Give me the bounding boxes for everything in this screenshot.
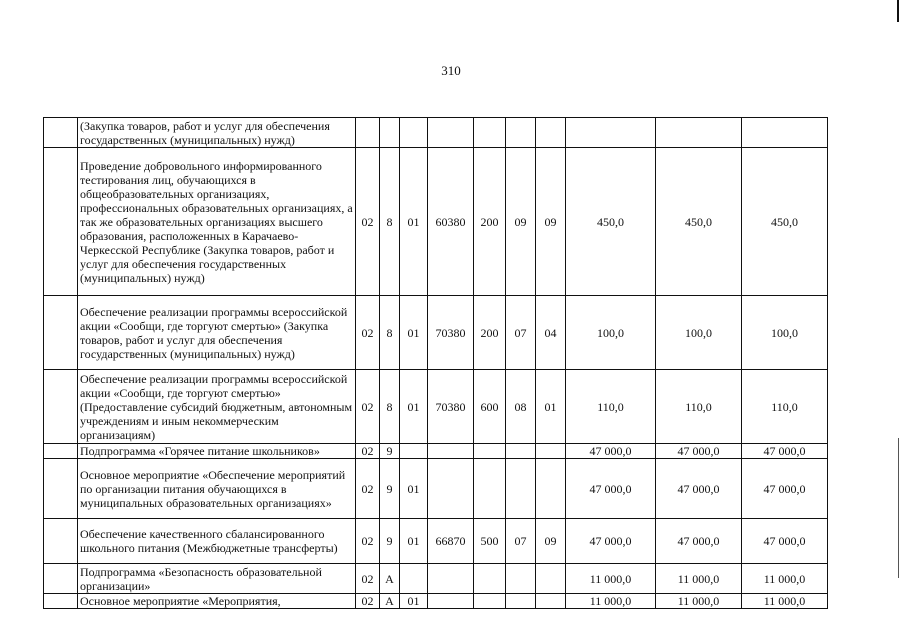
amount-year-2: 47 000,0: [656, 519, 742, 564]
amount-year-1: 450,0: [566, 148, 656, 296]
code-subprogram: 9: [380, 444, 400, 459]
code-subsection: [536, 564, 566, 594]
code-subsection: [536, 118, 566, 148]
code-subprogram: 8: [380, 370, 400, 444]
amount-year-1: [566, 118, 656, 148]
amount-year-1: 47 000,0: [566, 519, 656, 564]
scan-edge-mark-top: [897, 0, 899, 22]
blank-cell: [44, 148, 78, 296]
amount-year-1: 11 000,0: [566, 594, 656, 609]
amount-year-1: 110,0: [566, 370, 656, 444]
code-program: 02: [356, 459, 380, 519]
code-expense-type: 200: [474, 148, 506, 296]
code-direction: [428, 444, 474, 459]
code-activity: 01: [400, 594, 428, 609]
item-name: Обеспечение реализации программы всероссийской акции «Сообщи, где торгуют смертью» (Закупка товаров, работ и услуг для обеспечения государственных (муниципальных) нужд): [78, 296, 356, 370]
blank-cell: [44, 370, 78, 444]
code-expense-type: [474, 444, 506, 459]
table-body: [44, 118, 828, 609]
code-subprogram: [380, 118, 400, 148]
table-row: [44, 459, 828, 519]
code-subsection: [536, 594, 566, 609]
code-expense-type: [474, 564, 506, 594]
table-row: [44, 444, 828, 459]
code-section: 08: [506, 370, 536, 444]
code-section: [506, 459, 536, 519]
code-expense-type: [474, 118, 506, 148]
item-name: Подпрограмма «Безопасность образовательной организации»: [78, 564, 356, 594]
table-row: [44, 370, 828, 444]
amount-year-3: 47 000,0: [742, 444, 828, 459]
code-program: 02: [356, 564, 380, 594]
blank-cell: [44, 594, 78, 609]
code-subprogram: 8: [380, 148, 400, 296]
code-section: 07: [506, 519, 536, 564]
page-number: 310: [441, 63, 461, 78]
item-name: Проведение добровольного информированного тестирования лиц, обучающихся в общеобразовательных организациях, профессиональных образовательных организациях, а так же образовательных организациях высшего образования, расположенных в Карачаево-Черкесской Республике (Закупка товаров, работ и услуг для обеспечения государственных (муниципальных) нужд): [78, 148, 356, 296]
code-subprogram: А: [380, 564, 400, 594]
amount-year-3: 11 000,0: [742, 594, 828, 609]
amount-year-3: 110,0: [742, 370, 828, 444]
code-direction: [428, 564, 474, 594]
amount-year-2: 47 000,0: [656, 459, 742, 519]
code-section: [506, 594, 536, 609]
blank-cell: [44, 564, 78, 594]
item-name: Обеспечение качественного сбалансированного школьного питания (Межбюджетные трансферты): [78, 519, 356, 564]
amount-year-1: 100,0: [566, 296, 656, 370]
scan-edge-mark-bottom: [898, 438, 899, 578]
table-row: [44, 594, 828, 609]
code-subprogram: А: [380, 594, 400, 609]
amount-year-2: 11 000,0: [656, 594, 742, 609]
code-subsection: 01: [536, 370, 566, 444]
code-activity: 01: [400, 519, 428, 564]
item-name: Подпрограмма «Горячее питание школьников»: [78, 444, 356, 459]
code-subprogram: 9: [380, 459, 400, 519]
code-expense-type: 600: [474, 370, 506, 444]
amount-year-2: [656, 118, 742, 148]
amount-year-3: 450,0: [742, 148, 828, 296]
table-row: [44, 118, 828, 148]
amount-year-1: 47 000,0: [566, 459, 656, 519]
blank-cell: [44, 444, 78, 459]
item-name: Обеспечение реализации программы всероссийской акции «Сообщи, где торгуют смертью» (Предоставление субсидий бюджетным, автономным учреждениям и иным некоммерческим организациям): [78, 370, 356, 444]
code-expense-type: 500: [474, 519, 506, 564]
table-row: [44, 519, 828, 564]
code-activity: 01: [400, 296, 428, 370]
code-subprogram: 9: [380, 519, 400, 564]
budget-table: [43, 117, 828, 609]
code-section: [506, 444, 536, 459]
code-activity: 01: [400, 370, 428, 444]
code-direction: 70380: [428, 370, 474, 444]
code-activity: 01: [400, 148, 428, 296]
amount-year-3: 47 000,0: [742, 459, 828, 519]
code-direction: 70380: [428, 296, 474, 370]
amount-year-2: 110,0: [656, 370, 742, 444]
code-activity: [400, 118, 428, 148]
blank-cell: [44, 296, 78, 370]
item-name: Основное мероприятие «Обеспечение мероприятий по организации питания обучающихся в муниципальных образовательных организациях»: [78, 459, 356, 519]
code-program: 02: [356, 370, 380, 444]
code-program: [356, 118, 380, 148]
item-name: Основное мероприятие «Мероприятия,: [78, 594, 356, 609]
code-subsection: 04: [536, 296, 566, 370]
code-expense-type: 200: [474, 296, 506, 370]
code-section: 09: [506, 148, 536, 296]
code-activity: [400, 564, 428, 594]
code-direction: 66870: [428, 519, 474, 564]
blank-cell: [44, 519, 78, 564]
code-subprogram: 8: [380, 296, 400, 370]
code-expense-type: [474, 594, 506, 609]
amount-year-3: [742, 118, 828, 148]
code-program: 02: [356, 519, 380, 564]
code-section: [506, 118, 536, 148]
amount-year-2: 47 000,0: [656, 444, 742, 459]
code-section: 07: [506, 296, 536, 370]
code-activity: [400, 444, 428, 459]
code-subsection: [536, 444, 566, 459]
amount-year-2: 450,0: [656, 148, 742, 296]
code-activity: 01: [400, 459, 428, 519]
table-row: [44, 148, 828, 296]
amount-year-1: 47 000,0: [566, 444, 656, 459]
blank-cell: [44, 118, 78, 148]
amount-year-3: 11 000,0: [742, 564, 828, 594]
amount-year-2: 100,0: [656, 296, 742, 370]
blank-cell: [44, 459, 78, 519]
code-expense-type: [474, 459, 506, 519]
amount-year-1: 11 000,0: [566, 564, 656, 594]
item-name: (Закупка товаров, работ и услуг для обеспечения государственных (муниципальных) нужд): [78, 118, 356, 148]
code-direction: [428, 594, 474, 609]
code-direction: 60380: [428, 148, 474, 296]
table-row: [44, 296, 828, 370]
amount-year-3: 100,0: [742, 296, 828, 370]
code-program: 02: [356, 296, 380, 370]
amount-year-2: 11 000,0: [656, 564, 742, 594]
code-program: 02: [356, 594, 380, 609]
code-subsection: 09: [536, 148, 566, 296]
code-subsection: [536, 459, 566, 519]
code-direction: [428, 459, 474, 519]
code-program: 02: [356, 148, 380, 296]
code-direction: [428, 118, 474, 148]
amount-year-3: 47 000,0: [742, 519, 828, 564]
table-row: [44, 564, 828, 594]
code-section: [506, 564, 536, 594]
code-program: 02: [356, 444, 380, 459]
code-subsection: 09: [536, 519, 566, 564]
